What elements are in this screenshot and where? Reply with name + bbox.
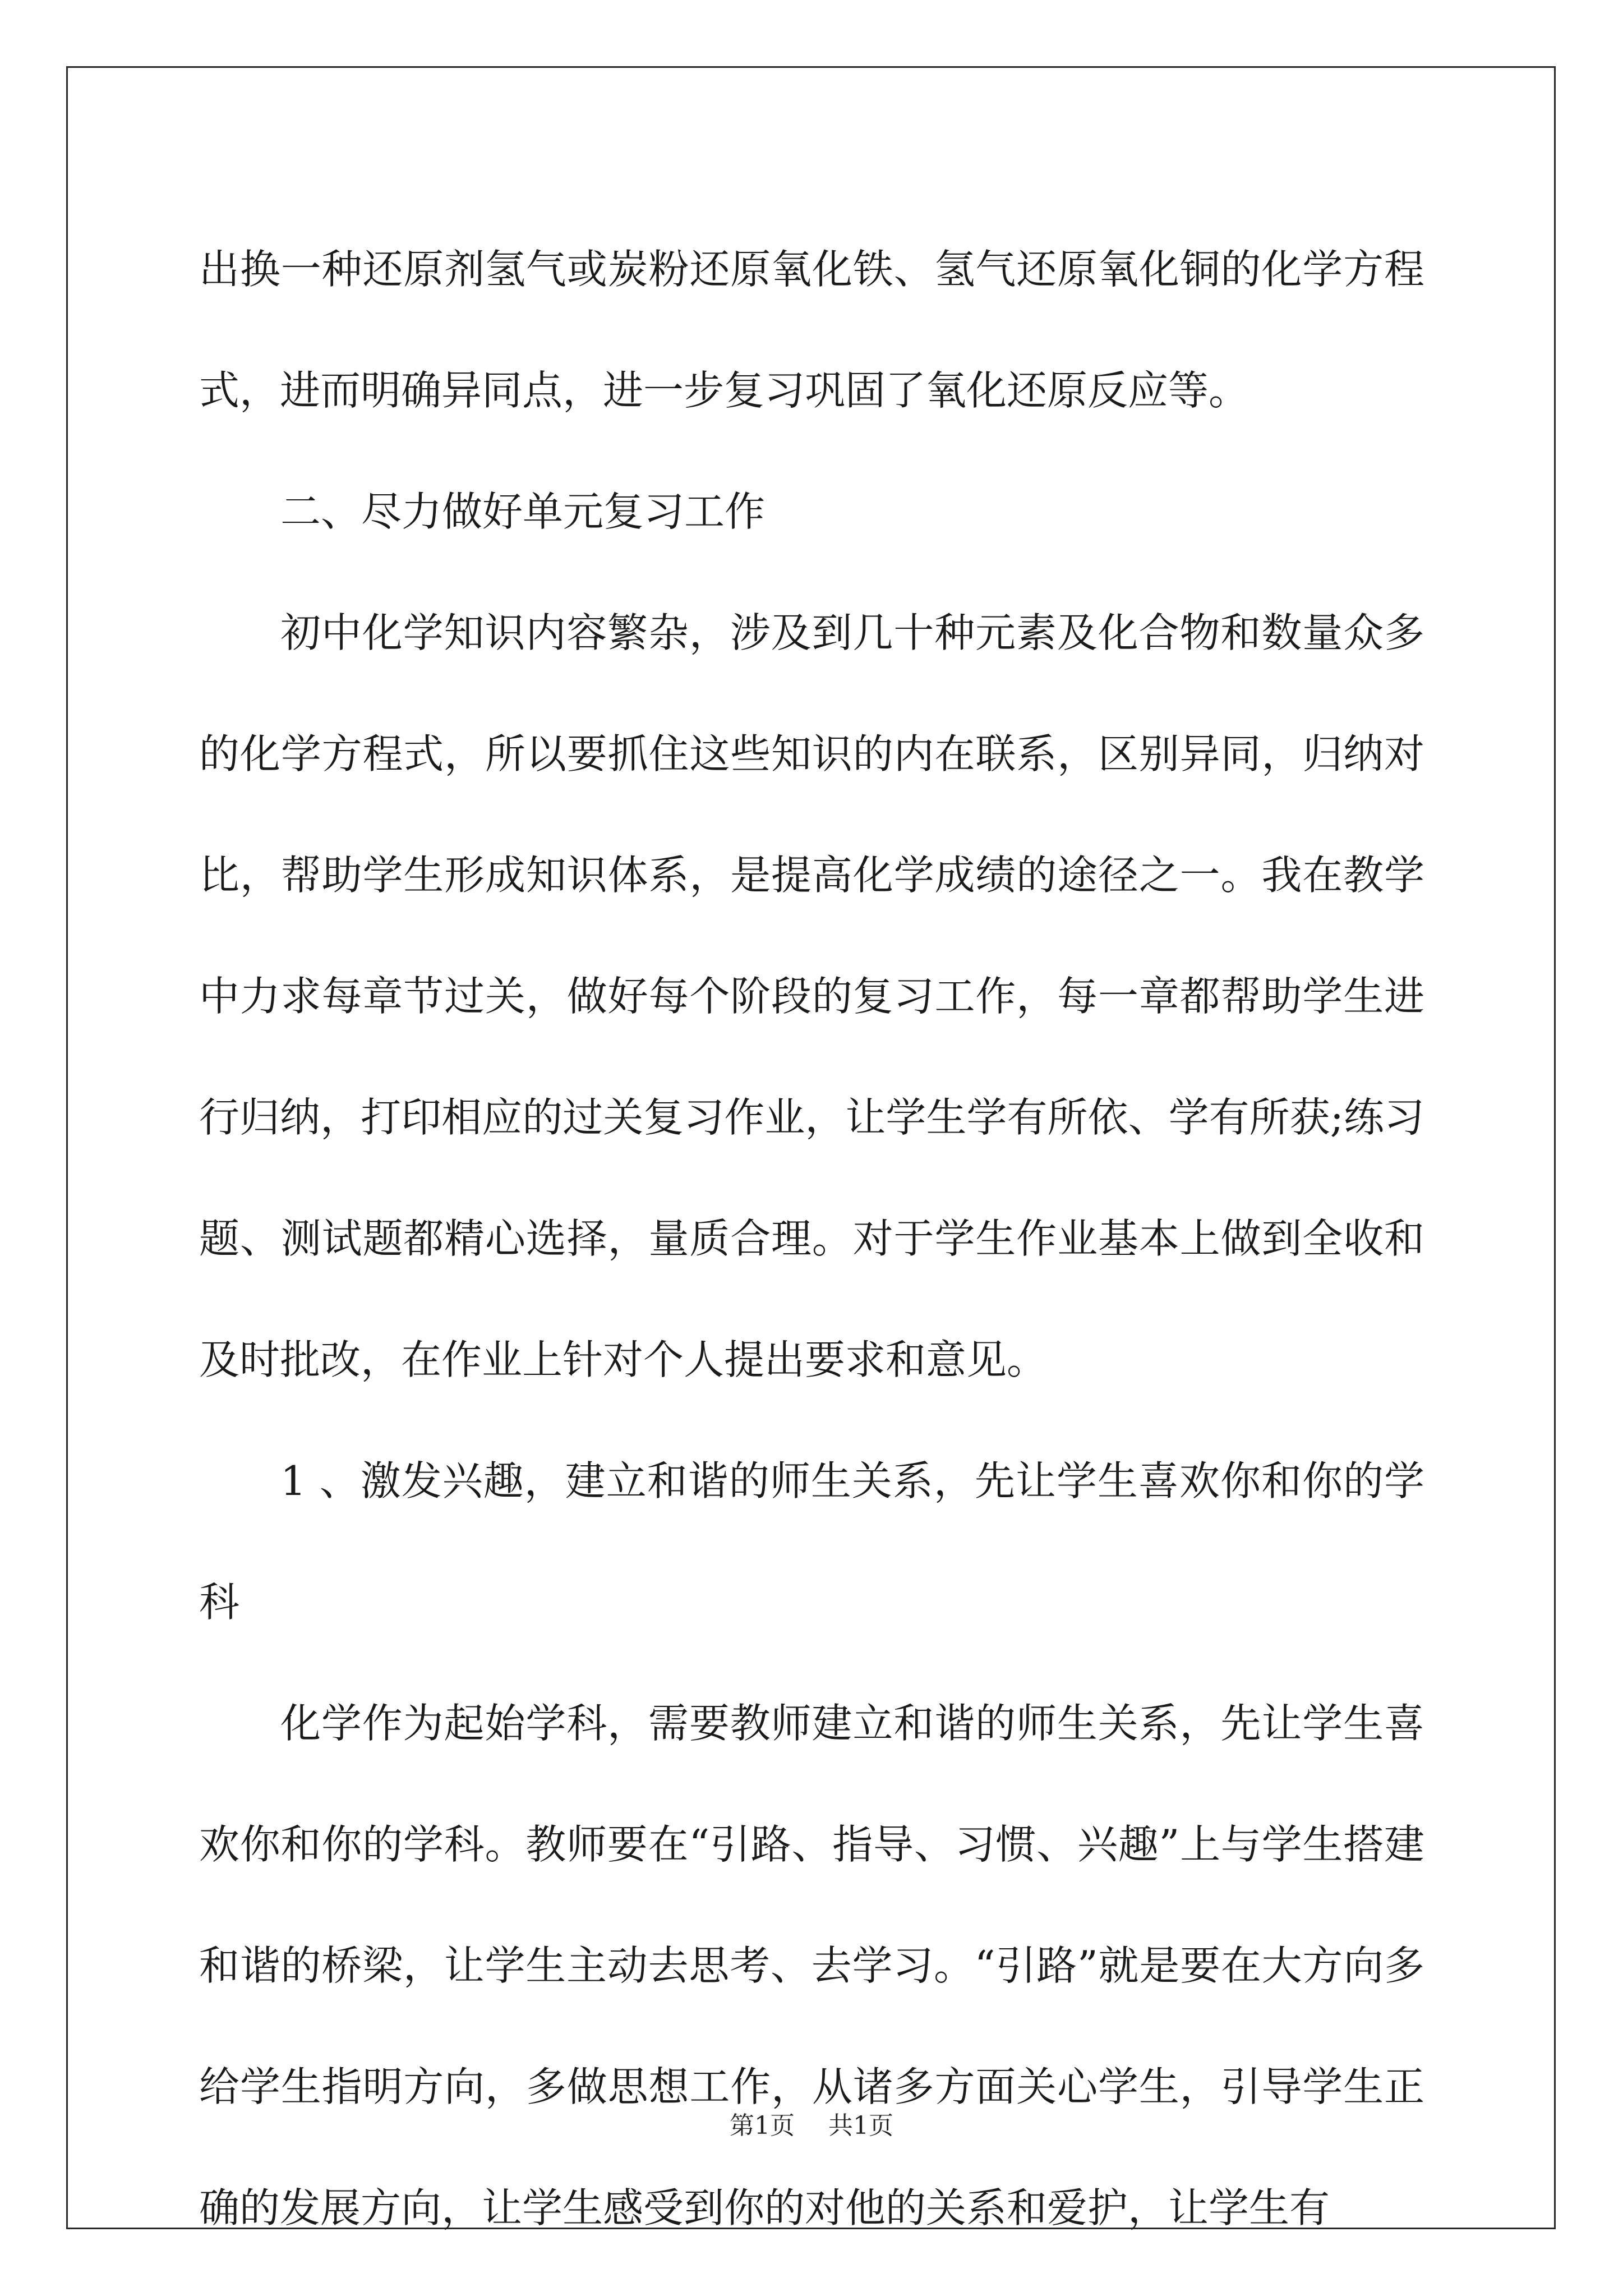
page-number: 第1页 <box>730 2111 795 2140</box>
subheading-1: 1 、激发兴趣，建立和谐的师生关系，先让学生喜欢你和你的学科 <box>199 1457 1424 1626</box>
paragraph-2: 初中化学知识内容繁杂，涉及到几十种元素及化合物和数量众多的化学方程式，所以要抓住这些知识的内在联系，区别异同，归纳对比，帮助学生形成知识体系，是提高化学成绩的途径之一。我在教学中力求每章节过关，做好每个阶段的复习工作，每一章都帮助学生进行归纳，打印相应的过关复习作业，让学生学有所依、学有所获;练习题、测试题都精心选择，量质合理。对于学生作业基本上做到全收和及时批改，在作业上针对个人提出要求和意见。 <box>199 609 1424 1383</box>
page-footer <box>0 2109 1623 2143</box>
section-heading: 二、尽力做好单元复习工作 <box>280 488 766 535</box>
document-body <box>199 209 1424 2269</box>
paragraph-1: 出换一种还原剂氢气或炭粉还原氧化铁、氢气还原氧化铜的化学方程式，进而明确异同点，进一步复习巩固了氧化还原反应等。 <box>199 246 1424 414</box>
page-total: 共1页 <box>828 2111 893 2140</box>
paragraph-3: 化学作为起始学科，需要教师建立和谐的师生关系，先让学生喜欢你和你的学科。教师要在“引路、指导、习惯、兴趣”上与学生搭建和谐的桥梁，让学生主动去思考、去学习。“引路”就是要在大方向多给学生指明方向，多做思想工作，从诸多方面关心学生，引导学生正确的发展方向，让学生感受到你的对他的关系和爱护，让学生有 <box>199 1700 1424 2231</box>
